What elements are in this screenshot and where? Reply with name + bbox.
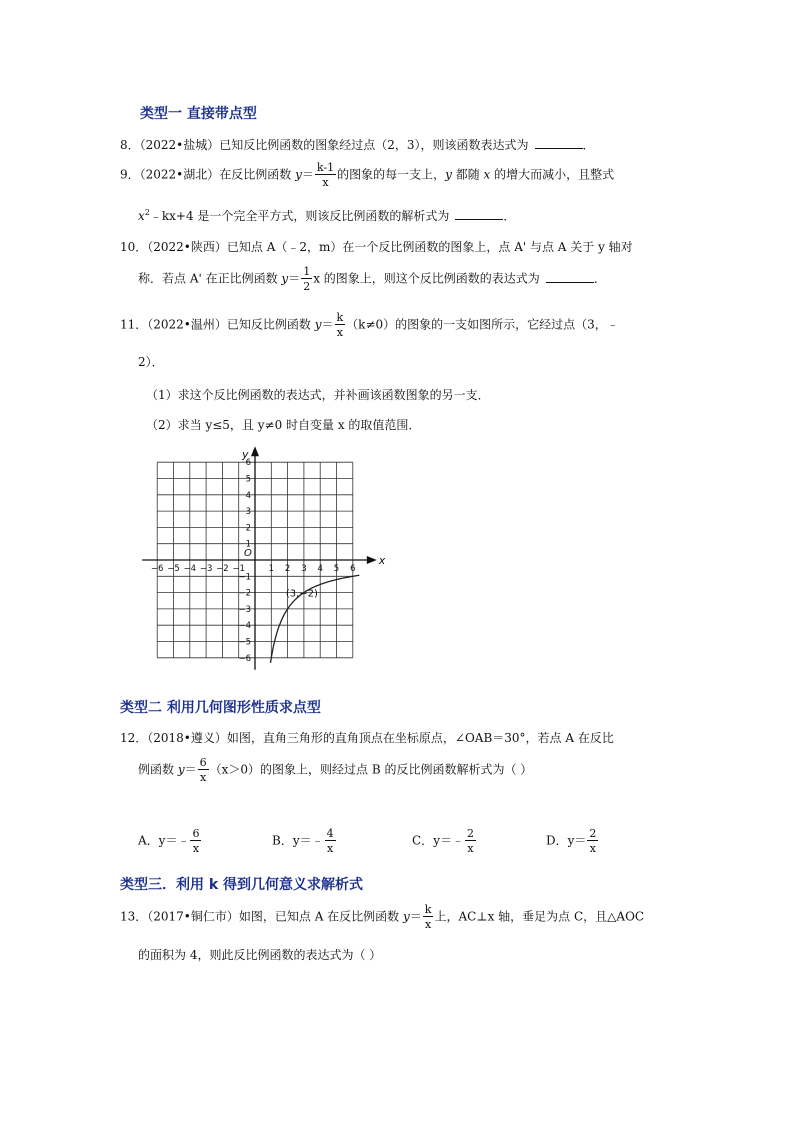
question-8 (120, 136, 595, 153)
question-9-text: 9．（2022•湖北）在反比例函数 (120, 167, 296, 182)
fraction-numerator: 6 (192, 827, 200, 840)
x-tick-label: 6 (350, 564, 356, 574)
origin-label: O (244, 548, 252, 559)
fraction-numerator: 4 (326, 827, 334, 840)
question-13-line-1 (120, 904, 644, 930)
answer-blank (535, 147, 583, 149)
question-9-text: 都随 (455, 167, 484, 182)
option-label: A． (138, 833, 159, 848)
fraction-denominator: x (200, 771, 207, 784)
x-tick-label: −6 (150, 564, 164, 574)
var-y: y (177, 762, 185, 777)
option-label: B． (272, 833, 293, 848)
var-y: y (403, 909, 410, 924)
y-tick-label: −6 (238, 653, 251, 664)
y-tick-label: −1 (238, 572, 251, 583)
equals-sign: ＝ (321, 317, 334, 332)
equals-sign: ＝ (288, 271, 301, 286)
x-tick-label: −3 (199, 564, 213, 574)
fraction-numerator: 1 (303, 265, 311, 278)
question-11-sub-2: （2）求当 y≤5，且 y≠0 时自变量 x 的取值范围． (146, 418, 421, 432)
question-13-text: 上，AC⊥x 轴，垂足为点 C，且△AOC (434, 909, 645, 924)
y-tick-label: −5 (238, 637, 251, 648)
fraction-denominator: x (425, 918, 432, 931)
x-axis-arrow (367, 556, 377, 564)
question-11-text: 11．（2022•温州）已知反比例函数 (120, 317, 315, 332)
question-12-text: （x＞0）的图象上，则经过点 B 的反比例函数解析式为（ ） (209, 762, 533, 777)
y-axis-arrow (251, 446, 259, 456)
fraction (190, 828, 201, 854)
y-tick-label: 3 (245, 507, 251, 518)
var-y: y (445, 167, 452, 182)
equals-sign: ＝ (409, 909, 422, 924)
question-10-line-2 (138, 266, 606, 292)
fraction (465, 828, 476, 854)
x-tick-label: 2 (284, 564, 291, 574)
answer-blank (455, 218, 503, 220)
fraction (587, 828, 598, 854)
fraction (423, 904, 434, 930)
fraction-numerator: k-1 (316, 161, 335, 174)
option-lhs: y＝﹣ (158, 833, 190, 848)
section-heading-1: 类型一 直接带点型 (140, 106, 257, 122)
axes (142, 446, 377, 670)
answer-blank (546, 281, 594, 283)
fraction (301, 266, 312, 292)
fraction (335, 312, 346, 338)
y-tick-label: −4 (238, 621, 251, 632)
y-tick-label: 6 (245, 458, 251, 469)
var-y: y (281, 271, 289, 286)
question-12-line-2 (138, 757, 532, 783)
x-axis-label: x (378, 554, 386, 567)
question-12-text: 例函数 (138, 762, 178, 777)
x-tick-label: 5 (333, 564, 340, 574)
option-lhs: y＝﹣ (292, 833, 324, 848)
x-tick-label: −2 (216, 564, 229, 574)
fraction-numerator: 2 (589, 827, 597, 840)
fraction (315, 162, 336, 188)
coordinate-graph (135, 445, 386, 685)
question-8-text: 8．（2022•盐城）已知反比例函数的图象经过点（2，3），则该函数表达式为 (120, 138, 529, 152)
equals-sign: ＝ (301, 167, 314, 182)
question-11-line-1 (120, 312, 619, 338)
section-heading-2: 类型二 利用几何图形性质求点型 (120, 700, 321, 716)
option-b[interactable] (272, 828, 337, 854)
question-9-text: 的增大而减小，且整式 (494, 167, 615, 182)
question-12-line-1: 12．（2018•遵义）如图，直角三角形的直角顶点在坐标原点，∠OAB＝30°，若点 A 在反比 (120, 731, 614, 745)
option-a[interactable] (138, 828, 202, 854)
question-13-line-2: 的面积为 4，则此反比例函数的表达式为（ ） (138, 948, 382, 962)
y-tick-label: 4 (245, 490, 251, 501)
point-label: (3,−2) (285, 588, 318, 600)
x-tick-label: −1 (232, 564, 245, 574)
var-x: x (483, 167, 491, 182)
fraction-denominator: x (322, 176, 329, 189)
option-label: D． (546, 833, 568, 848)
axis-labels (151, 448, 386, 664)
fraction-denominator: x (336, 326, 343, 339)
fraction-numerator: k (336, 311, 344, 324)
x-tick-label: 1 (268, 564, 275, 574)
question-9-line-1 (120, 162, 614, 188)
question-9-tail: ． (503, 209, 516, 223)
fraction-numerator: 6 (199, 756, 207, 769)
y-tick-label: 2 (245, 523, 251, 534)
fraction (325, 828, 336, 854)
y-tick-label: 1 (245, 539, 251, 550)
fraction-denominator: x (589, 842, 597, 855)
fraction-denominator: x (467, 842, 474, 855)
x-tick-label: −5 (167, 564, 180, 574)
option-lhs: y＝ (567, 833, 587, 848)
question-10-tail: ． (593, 271, 606, 286)
fraction-denominator: 2 (303, 280, 311, 293)
option-lhs: y＝﹣ (433, 833, 464, 848)
question-9-text: 的图象的每一支上， (337, 167, 446, 182)
question-8-tail: ． (582, 138, 595, 152)
equals-sign: ＝ (184, 762, 197, 777)
option-d[interactable] (546, 828, 599, 854)
fraction (198, 757, 209, 783)
question-11-text: （k≠0）的图象的一支如图所示，它经过点（3，﹣ (346, 317, 619, 332)
var-x: x (138, 209, 145, 223)
question-9-text: ﹣kx+4 是一个完全平方式，则该反比例函数的解析式为 (149, 209, 450, 223)
fraction-denominator: x (327, 842, 334, 855)
y-tick-label: −3 (238, 604, 251, 615)
var-y: y (314, 317, 322, 332)
question-10-text: 称．若点 A' 在正比例函数 (138, 271, 282, 286)
option-label: C． (412, 833, 434, 848)
question-10-line-1: 10．（2022•陕西）已知点 A（﹣2，m）在一个反比例函数的图象上，点 A' 与点 A 关于 y 轴对 (120, 240, 633, 254)
x-tick-label: 3 (301, 564, 307, 574)
y-tick-label: −2 (238, 588, 251, 599)
option-c[interactable] (412, 828, 477, 854)
fraction-numerator: k (424, 903, 432, 916)
exponent: 2 (144, 208, 150, 217)
question-13-text: 13．（2017•铜仁市）如图，已知点 A 在反比例函数 (120, 909, 403, 924)
question-10-text: x 的图象上，则这个反比例函数的表达式为 (313, 271, 540, 286)
x-tick-label: 4 (317, 564, 323, 574)
var-y: y (295, 167, 302, 182)
x-tick-label: −4 (183, 564, 197, 574)
question-11-line-2: 2）． (138, 355, 164, 369)
y-tick-label: 5 (245, 474, 251, 485)
fraction-denominator: x (192, 842, 200, 855)
question-11-sub-1: （1）求这个反比例函数的表达式，并补画该函数图象的另一支． (146, 388, 490, 402)
question-9-line-2 (138, 207, 515, 224)
y-axis-label: y (242, 448, 249, 462)
fraction-numerator: 2 (466, 827, 474, 840)
section-heading-3: 类型三．利用 k 得到几何意义求解析式 (120, 877, 364, 893)
